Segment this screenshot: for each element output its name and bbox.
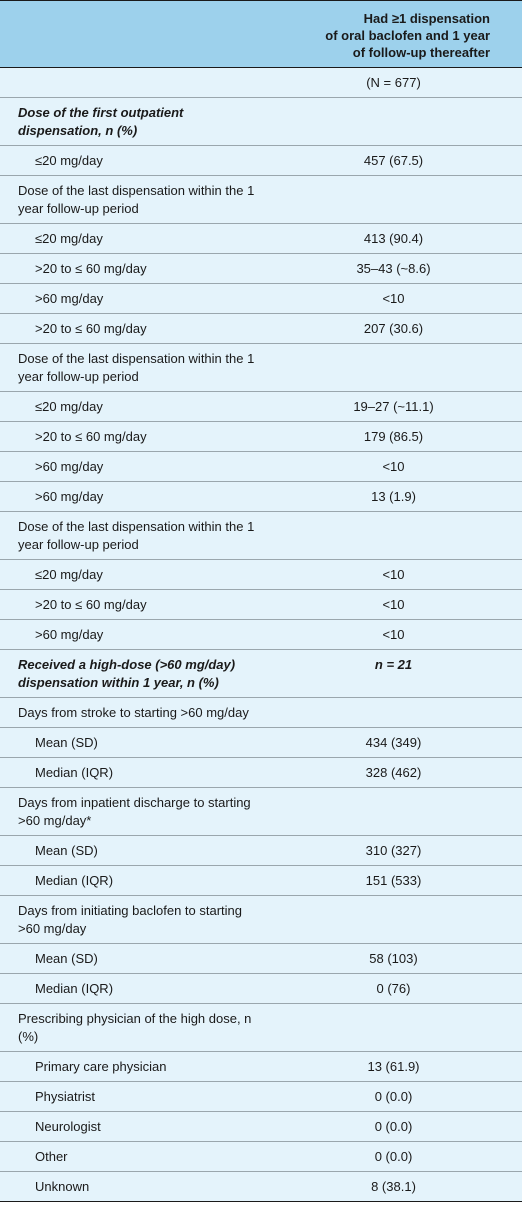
table-row [0,1112,522,1142]
row-value: 434 (349) [365,735,422,750]
header-line-1: Had ≥1 dispensation [363,11,490,26]
row-label: Median (IQR) [35,765,114,780]
row-label: Physiatrist [35,1089,95,1104]
table-row [0,1082,522,1112]
row-label: >60 mg/day [35,627,104,642]
row-label: Received a high-dose (>60 mg/day) dispensation within 1 year, n (%) [18,657,236,690]
table-header-row [0,1,522,68]
table-row [0,98,522,146]
row-label: Days from stroke to starting >60 mg/day [18,705,249,720]
row-value [265,344,522,392]
row-label: Days from inpatient discharge to starting >60 mg/day* [18,795,251,828]
table-row [0,1142,522,1172]
row-value: 8 (38.1) [371,1179,416,1194]
row-value [265,1004,522,1052]
row-label: Median (IQR) [35,873,114,888]
row-value [265,698,522,728]
row-label: Mean (SD) [35,735,98,750]
row-value: <10 [382,597,405,612]
n-total-label-cell [0,68,265,98]
header-cohort-cell [265,1,522,68]
table-row [0,728,522,758]
table-row [0,482,522,512]
row-label: ≤20 mg/day [35,231,103,246]
row-value: 0 (76) [376,981,411,996]
row-value: <10 [382,291,405,306]
table-row [0,866,522,896]
row-label: >60 mg/day [35,489,104,504]
row-label: Mean (SD) [35,843,98,858]
row-value [265,512,522,560]
header-empty-cell [0,1,265,68]
row-label: Mean (SD) [35,951,98,966]
header-line-2: of oral baclofen and 1 year [325,28,490,43]
table-row [0,974,522,1004]
row-value [265,788,522,836]
row-label: Neurologist [35,1119,101,1134]
table-row [0,254,522,284]
row-value: <10 [382,567,405,582]
table-row [0,422,522,452]
row-label: Median (IQR) [35,981,114,996]
row-value: 179 (86.5) [363,429,424,444]
row-value: 207 (30.6) [363,321,424,336]
table-row [0,758,522,788]
n-total-value: (N = 677) [366,75,421,90]
row-label: ≤20 mg/day [35,153,103,168]
row-label: >20 to ≤ 60 mg/day [35,597,147,612]
table-row [0,944,522,974]
table-row [0,896,522,944]
row-label: Dose of the first outpatient dispensation, n (%) [18,105,184,138]
table-row [0,590,522,620]
row-value [265,98,522,146]
row-label: Other [35,1149,68,1164]
row-value: 35–43 (~8.6) [356,261,431,276]
row-value: <10 [382,627,405,642]
row-label: Days from initiating baclofen to starting >60 mg/day [18,903,242,936]
table-row [0,1052,522,1082]
row-label: >60 mg/day [35,291,104,306]
table-row [0,620,522,650]
row-value: 457 (67.5) [363,153,424,168]
table-row [0,512,522,560]
row-label: Unknown [35,1179,90,1194]
table-row [0,836,522,866]
header-line-3: of follow-up thereafter [352,45,490,60]
row-label: ≤20 mg/day [35,567,103,582]
table-row [0,788,522,836]
row-value: <10 [382,459,405,474]
row-value: 0 (0.0) [374,1089,413,1104]
row-value: 151 (533) [365,873,422,888]
row-value: 58 (103) [369,951,418,966]
table-row [0,314,522,344]
row-value [265,896,522,944]
n-total-row [0,68,522,98]
table-row [0,1004,522,1052]
row-value: 328 (462) [365,765,422,780]
row-value: 310 (327) [365,843,422,858]
table-row [0,392,522,422]
table-row [0,224,522,254]
table-row [0,560,522,590]
row-label: >20 to ≤ 60 mg/day [35,321,147,336]
table-row [0,452,522,482]
row-label: >20 to ≤ 60 mg/day [35,261,147,276]
table-row [0,698,522,728]
row-value: 13 (1.9) [371,489,416,504]
table-row [0,176,522,224]
table-row [0,344,522,392]
row-label: ≤20 mg/day [35,399,103,414]
table-row [0,1172,522,1202]
row-value: n = 21 [374,657,413,672]
row-value: 19–27 (~11.1) [353,399,434,414]
row-label: >60 mg/day [35,459,104,474]
row-label: Primary care physician [35,1059,167,1074]
row-value: 13 (61.9) [367,1059,420,1074]
row-value: 0 (0.0) [374,1149,413,1164]
table-row [0,146,522,176]
row-label: >20 to ≤ 60 mg/day [35,429,147,444]
table-row [0,284,522,314]
row-label: Dose of the last dispensation within the 1 year follow-up period [18,351,255,384]
row-value [265,176,522,224]
row-label: Dose of the last dispensation within the 1 year follow-up period [18,519,255,552]
row-value: 413 (90.4) [363,231,424,246]
table-row [0,650,522,698]
row-label: Prescribing physician of the high dose, n (%) [18,1011,252,1044]
row-value: 0 (0.0) [374,1119,413,1134]
row-label: Dose of the last dispensation within the 1 year follow-up period [18,183,255,216]
